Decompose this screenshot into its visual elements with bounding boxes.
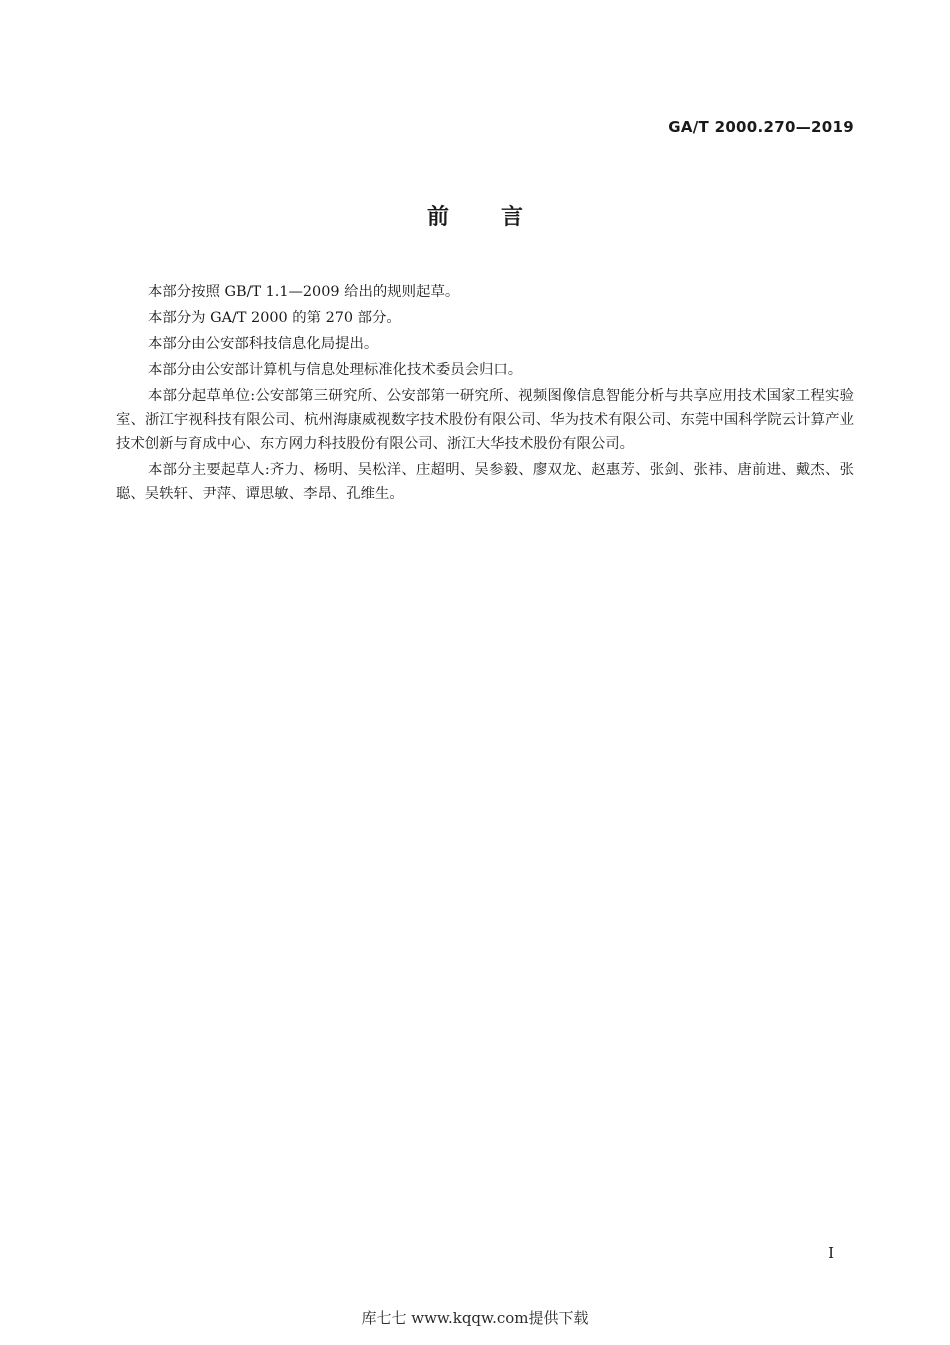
paragraph-drafters: 本部分主要起草人:齐力、杨明、吴松洋、庄超明、吴参毅、廖双龙、赵惠芳、张剑、张祎、唐前进、戴杰、张聪、吴轶轩、尹萍、谭思敏、李昂、孔维生。 — [116, 462, 854, 502]
foreword-body — [116, 280, 854, 508]
download-watermark: 库七七 www.kqqw.com提供下载 — [361, 1309, 589, 1327]
paragraph-proposer: 本部分由公安部科技信息化局提出。 — [148, 336, 379, 352]
paragraph-part-number: 本部分为 GA/T 2000 的第 270 部分。 — [148, 310, 401, 326]
paragraph-drafting-rules: 本部分按照 GB/T 1.1—2009 给出的规则起草。 — [148, 284, 460, 300]
page-number: I — [828, 1244, 834, 1262]
page-title: 前言 — [426, 205, 575, 230]
paragraph-drafting-units: 本部分起草单位:公安部第三研究所、公安部第一研究所、视频图像信息智能分析与共享应用技术国家工程实验室、浙江宇视科技有限公司、杭州海康威视数字技术股份有限公司、华为技术有限公司、东莞中国科学院云计算产业技术创新与育成中心、东方网力科技股份有限公司、浙江大华技术股份有限公司。 — [116, 388, 854, 452]
document-code: GA/T 2000.270—2019 — [668, 118, 854, 136]
paragraph-technical-committee: 本部分由公安部计算机与信息处理标准化技术委员会归口。 — [148, 362, 523, 378]
